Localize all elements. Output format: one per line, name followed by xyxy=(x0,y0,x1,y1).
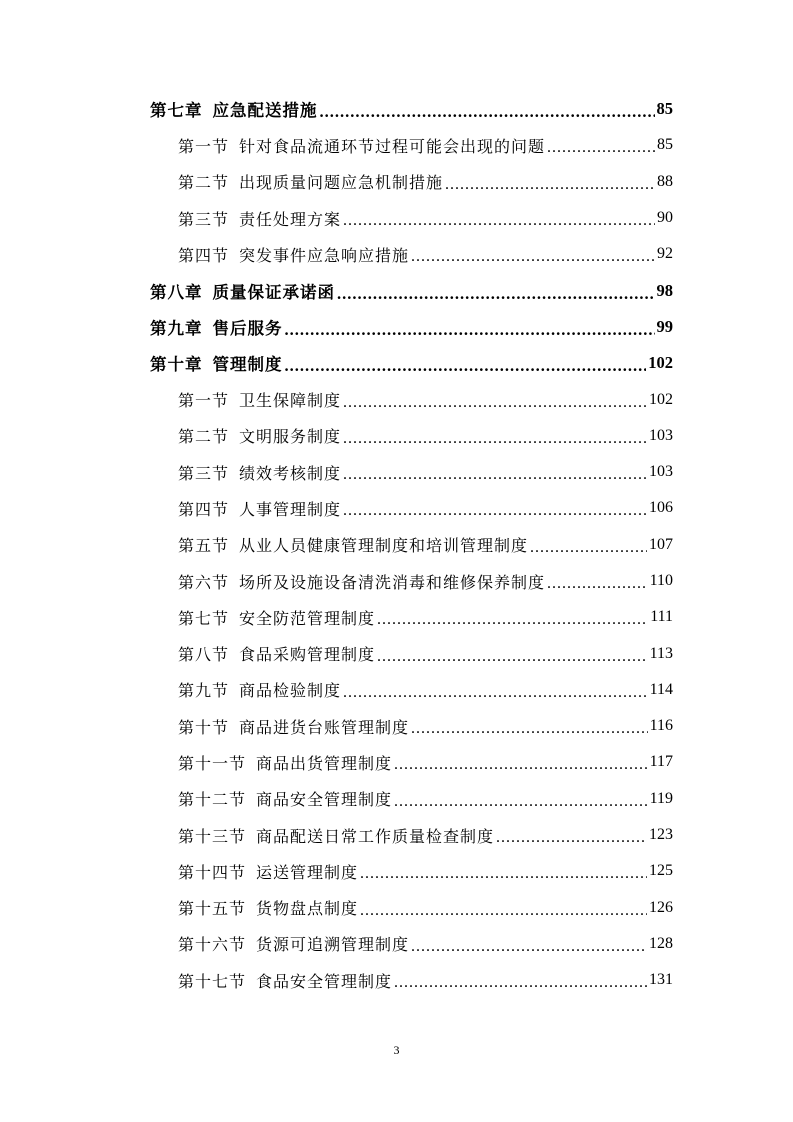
toc-entry-number: 第八章 xyxy=(150,282,203,302)
toc-entry-number: 第十二节 xyxy=(178,790,247,810)
toc-entry-label xyxy=(150,351,283,375)
toc-entry-title: 质量保证承诺函 xyxy=(212,282,335,302)
table-of-contents xyxy=(0,91,793,998)
toc-entry-number: 第十七节 xyxy=(178,971,247,991)
toc-entry-number: 第十一节 xyxy=(178,753,247,773)
toc-dot-leader xyxy=(377,648,648,666)
toc-entry-label xyxy=(178,570,545,593)
toc-entry-number: 第一节 xyxy=(178,136,230,156)
toc-entry-page: 107 xyxy=(649,535,673,553)
toc-section-entry[interactable] xyxy=(0,127,673,163)
toc-entry-label xyxy=(178,388,341,411)
toc-dot-leader xyxy=(343,430,647,448)
toc-entry-label xyxy=(150,97,318,121)
toc-entry-number: 第七章 xyxy=(150,101,203,121)
toc-dot-leader xyxy=(285,320,655,340)
toc-section-entry[interactable] xyxy=(0,200,673,236)
toc-entry-page: 125 xyxy=(649,862,673,880)
toc-entry-label xyxy=(178,533,528,556)
toc-dot-leader xyxy=(343,212,655,230)
toc-entry-label xyxy=(178,424,341,447)
toc-entry-number: 第十三节 xyxy=(178,826,247,846)
toc-section-entry[interactable] xyxy=(0,962,673,998)
toc-section-entry[interactable] xyxy=(0,853,673,889)
toc-chapter-entry[interactable] xyxy=(0,345,673,381)
toc-entry-label xyxy=(178,134,545,157)
toc-entry-page: 92 xyxy=(657,245,673,263)
toc-dot-leader xyxy=(320,102,655,122)
toc-section-entry[interactable] xyxy=(0,817,673,853)
toc-dot-leader xyxy=(394,793,648,811)
toc-section-entry[interactable] xyxy=(0,236,673,272)
toc-entry-number: 第二节 xyxy=(178,173,230,193)
toc-entry-label xyxy=(178,170,443,193)
toc-entry-number: 第六节 xyxy=(178,572,230,592)
toc-entry-title: 商品出货管理制度 xyxy=(256,753,393,773)
toc-section-entry[interactable] xyxy=(0,708,673,744)
toc-entry-title: 绩效考核制度 xyxy=(239,463,342,483)
toc-section-entry[interactable] xyxy=(0,926,673,962)
toc-entry-page: 85 xyxy=(656,99,673,119)
toc-entry-label xyxy=(150,315,283,339)
toc-entry-label xyxy=(178,969,392,992)
toc-entry-page: 123 xyxy=(649,826,673,844)
toc-chapter-entry[interactable] xyxy=(0,309,673,345)
toc-entry-label xyxy=(178,678,341,701)
toc-dot-leader xyxy=(445,176,655,194)
toc-entry-number: 第四节 xyxy=(178,499,230,519)
toc-dot-leader xyxy=(547,139,655,157)
toc-section-entry[interactable] xyxy=(0,454,673,490)
toc-section-entry[interactable] xyxy=(0,781,673,817)
toc-entry-title: 管理制度 xyxy=(212,355,283,375)
toc-entry-number: 第三节 xyxy=(178,209,230,229)
toc-entry-title: 售后服务 xyxy=(212,318,283,338)
toc-entry-page: 106 xyxy=(649,499,673,517)
toc-entry-title: 货源可追溯管理制度 xyxy=(256,935,410,955)
toc-entry-title: 责任处理方案 xyxy=(239,209,342,229)
toc-entry-label xyxy=(178,715,409,738)
toc-entry-page: 88 xyxy=(657,172,673,190)
toc-entry-label xyxy=(178,932,409,955)
toc-entry-page: 126 xyxy=(649,898,673,916)
toc-dot-leader xyxy=(343,466,647,484)
toc-entry-number: 第四节 xyxy=(178,245,230,265)
toc-dot-leader xyxy=(360,865,647,883)
toc-entry-page: 117 xyxy=(649,753,673,771)
toc-dot-leader xyxy=(547,575,648,593)
toc-entry-label xyxy=(178,824,494,847)
toc-section-entry[interactable] xyxy=(0,418,673,454)
toc-entry-page: 98 xyxy=(656,280,673,300)
toc-dot-leader xyxy=(394,756,648,774)
toc-entry-page: 85 xyxy=(657,136,673,154)
toc-dot-leader xyxy=(377,611,648,629)
toc-entry-number: 第八节 xyxy=(178,645,230,665)
toc-entry-page: 131 xyxy=(649,971,673,989)
toc-entry-title: 商品配送日常工作质量检查制度 xyxy=(256,826,495,846)
toc-section-entry[interactable] xyxy=(0,164,673,200)
toc-entry-title: 从业人员健康管理制度和培训管理制度 xyxy=(239,536,529,556)
toc-entry-page: 128 xyxy=(649,934,673,952)
toc-section-entry[interactable] xyxy=(0,599,673,635)
toc-entry-title: 运送管理制度 xyxy=(256,862,359,882)
toc-section-entry[interactable] xyxy=(0,490,673,526)
toc-entry-label xyxy=(178,243,409,266)
toc-dot-leader xyxy=(394,974,647,992)
toc-section-entry[interactable] xyxy=(0,527,673,563)
toc-entry-page: 116 xyxy=(649,717,673,735)
toc-entry-label xyxy=(178,860,358,883)
toc-entry-title: 卫生保障制度 xyxy=(239,391,342,411)
toc-entry-title: 针对食品流通环节过程可能会出现的问题 xyxy=(239,136,546,156)
toc-entry-title: 货物盘点制度 xyxy=(256,899,359,919)
toc-dot-leader xyxy=(343,394,647,412)
toc-section-entry[interactable] xyxy=(0,890,673,926)
toc-entry-number: 第七节 xyxy=(178,608,230,628)
toc-entry-page: 119 xyxy=(649,789,673,807)
toc-entry-label xyxy=(178,896,358,919)
toc-entry-page: 102 xyxy=(649,390,673,408)
toc-entry-page: 102 xyxy=(648,353,673,373)
toc-dot-leader xyxy=(411,248,655,266)
toc-entry-label xyxy=(150,279,335,303)
toc-dot-leader xyxy=(530,539,647,557)
toc-entry-label xyxy=(178,606,375,629)
toc-chapter-entry[interactable] xyxy=(0,91,673,127)
toc-entry-number: 第十四节 xyxy=(178,862,247,882)
toc-entry-number: 第三节 xyxy=(178,463,230,483)
toc-entry-label xyxy=(178,461,341,484)
toc-entry-number: 第十六节 xyxy=(178,935,247,955)
toc-entry-title: 安全防范管理制度 xyxy=(239,608,376,628)
toc-entry-number: 第九节 xyxy=(178,681,230,701)
toc-entry-number: 第一节 xyxy=(178,391,230,411)
toc-entry-page: 110 xyxy=(649,572,673,589)
toc-entry-title: 出现质量问题应急机制措施 xyxy=(239,173,444,193)
page-number: 3 xyxy=(393,1043,400,1057)
toc-entry-page: 113 xyxy=(649,644,673,662)
toc-entry-label xyxy=(178,642,375,665)
toc-entry-title: 应急配送措施 xyxy=(212,101,318,121)
toc-entry-number: 第五节 xyxy=(178,536,230,556)
toc-entry-title: 文明服务制度 xyxy=(239,427,342,447)
toc-entry-title: 食品采购管理制度 xyxy=(239,645,376,665)
toc-dot-leader xyxy=(343,502,647,520)
toc-entry-page: 103 xyxy=(649,426,673,444)
toc-entry-title: 场所及设施设备清洗消毒和维修保养制度 xyxy=(239,572,546,592)
toc-entry-number: 第十章 xyxy=(150,355,203,375)
toc-entry-page: 103 xyxy=(649,463,673,481)
toc-entry-label xyxy=(178,751,392,774)
toc-entry-title: 人事管理制度 xyxy=(239,499,342,519)
toc-section-entry[interactable] xyxy=(0,563,673,599)
toc-entry-title: 商品安全管理制度 xyxy=(256,790,393,810)
toc-entry-number: 第十五节 xyxy=(178,899,247,919)
toc-entry-title: 商品检验制度 xyxy=(239,681,342,701)
toc-entry-number: 第十节 xyxy=(178,717,230,737)
toc-entry-page: 111 xyxy=(650,608,673,626)
toc-dot-leader xyxy=(343,684,648,702)
toc-entry-number: 第九章 xyxy=(150,318,203,338)
toc-entry-label xyxy=(178,207,341,230)
toc-dot-leader xyxy=(337,284,655,304)
toc-entry-title: 食品安全管理制度 xyxy=(256,971,393,991)
toc-entry-page: 90 xyxy=(657,209,673,227)
toc-chapter-entry[interactable] xyxy=(0,272,673,308)
toc-entry-label xyxy=(178,497,341,520)
toc-section-entry[interactable] xyxy=(0,672,673,708)
toc-entry-title: 突发事件应急响应措施 xyxy=(239,245,410,265)
toc-section-entry[interactable] xyxy=(0,744,673,780)
toc-section-entry[interactable] xyxy=(0,635,673,671)
toc-entry-number: 第二节 xyxy=(178,427,230,447)
toc-dot-leader xyxy=(411,720,648,738)
toc-dot-leader xyxy=(411,938,647,956)
toc-dot-leader xyxy=(285,356,647,376)
toc-entry-page: 99 xyxy=(656,316,673,336)
toc-section-entry[interactable] xyxy=(0,381,673,417)
toc-dot-leader xyxy=(360,902,647,920)
toc-entry-title: 商品进货台账管理制度 xyxy=(239,717,410,737)
toc-dot-leader xyxy=(496,829,647,847)
toc-entry-label xyxy=(178,787,392,810)
toc-entry-page: 114 xyxy=(649,680,673,698)
